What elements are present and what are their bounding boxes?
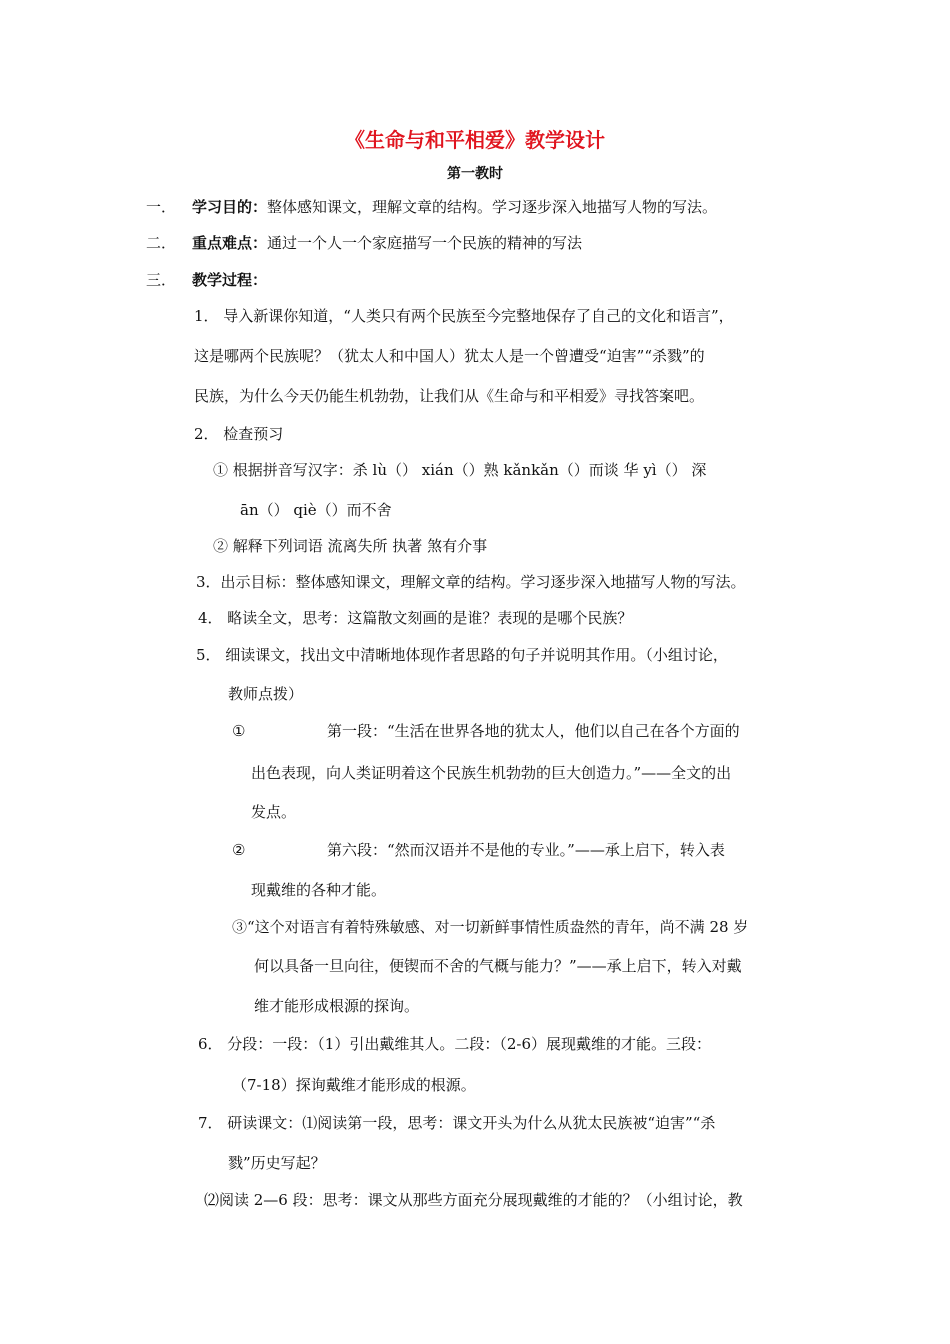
list-marker: ① [232, 722, 246, 740]
paragraph-line: ① 根据拼音写汉字：杀 lù（） xián（）熟 kǎnkǎn（）而谈 华 yì（） 深 [213, 461, 707, 479]
section-label: 重点难点： [192, 234, 268, 252]
paragraph-line: 7． 研读课文：⑴阅读第一段，思考：课文开头为什么从犹太民族被“迫害”“杀 [198, 1114, 716, 1132]
paragraph-line: 第一段：“生活在世界各地的犹太人，他们以自己在各个方面的 [327, 722, 740, 740]
paragraph-line: ② 解释下列词语 流离失所 执著 煞有介事 [213, 537, 488, 555]
paragraph-line: 3．出示目标：整体感知课文，理解文章的结构。学习逐步深入地描写人物的写法。 [196, 573, 746, 591]
paragraph-line: 这是哪两个民族呢？（犹太人和中国人）犹太人是一个曾遭受“迫害”“杀戮”的 [194, 347, 705, 365]
paragraph-line: 民族，为什么今天仍能生机勃勃，让我们从《生命与和平相爱》寻找答案吧。 [194, 387, 705, 405]
section-key-points [146, 233, 582, 253]
section-text: 整体感知课文，理解文章的结构。学习逐步深入地描写人物的写法。 [267, 198, 718, 216]
paragraph-line: 4． 略读全文，思考：这篇散文刻画的是谁？表现的是哪个民族？ [198, 609, 633, 627]
document-subtitle: 第一教时 [447, 166, 503, 182]
paragraph-line: ③“这个对语言有着特殊敏感、对一切新鲜事情性质盎然的青年，尚不满 28 岁 [232, 918, 749, 936]
paragraph-line: 何以具备一旦向往，便锲而不舍的气概与能力？”——承上启下，转入对戴 [254, 957, 742, 975]
paragraph-line: 1． 导入新课你知道，“人类只有两个民族至今完整地保存了自己的文化和语言”， [194, 307, 734, 325]
section-label: 学习目的： [192, 198, 268, 216]
section-process [146, 270, 267, 290]
paragraph-line: 5． 细读课文，找出文中清晰地体现作者思路的句子并说明其作用。（小组讨论， [196, 646, 728, 664]
paragraph-line: ⑵阅读 2—6 段：思考：课文从那些方面充分展现戴维的才能的？（小组讨论，教 [204, 1191, 743, 1209]
paragraph-line: 发点。 [251, 803, 297, 821]
section-number: 三． [146, 271, 177, 289]
paragraph-line: 出色表现，向人类证明着这个民族生机勃勃的巨大创造力。”——全文的出 [251, 764, 732, 782]
paragraph-line: 戮”历史写起？ [228, 1154, 326, 1172]
section-number: 二． [146, 234, 177, 252]
document-title: 《生命与和平相爱》教学设计 [345, 128, 605, 152]
list-marker: ② [232, 841, 246, 859]
section-objective [146, 197, 717, 217]
paragraph-line: 2． 检查预习 [194, 425, 284, 443]
paragraph-line: （7-18）探询戴维才能形成的根源。 [232, 1076, 476, 1094]
paragraph-line: 现戴维的各种才能。 [251, 881, 387, 899]
paragraph-line: ān（） qiè（）而不舍 [240, 501, 392, 519]
section-label: 教学过程： [192, 271, 268, 289]
paragraph-line: 教师点拨） [228, 685, 304, 703]
paragraph-line: 维才能形成根源的探询。 [254, 997, 420, 1015]
section-text: 通过一个人一个家庭描写一个民族的精神的写法 [267, 234, 583, 252]
paragraph-line: 第六段：“然而汉语并不是他的专业。”——承上启下，转入表 [327, 841, 725, 859]
section-number: 一． [146, 198, 177, 216]
paragraph-line: 6． 分段：一段：（1）引出戴维其人。二段：（2-6）展现戴维的才能。三段： [198, 1035, 712, 1053]
